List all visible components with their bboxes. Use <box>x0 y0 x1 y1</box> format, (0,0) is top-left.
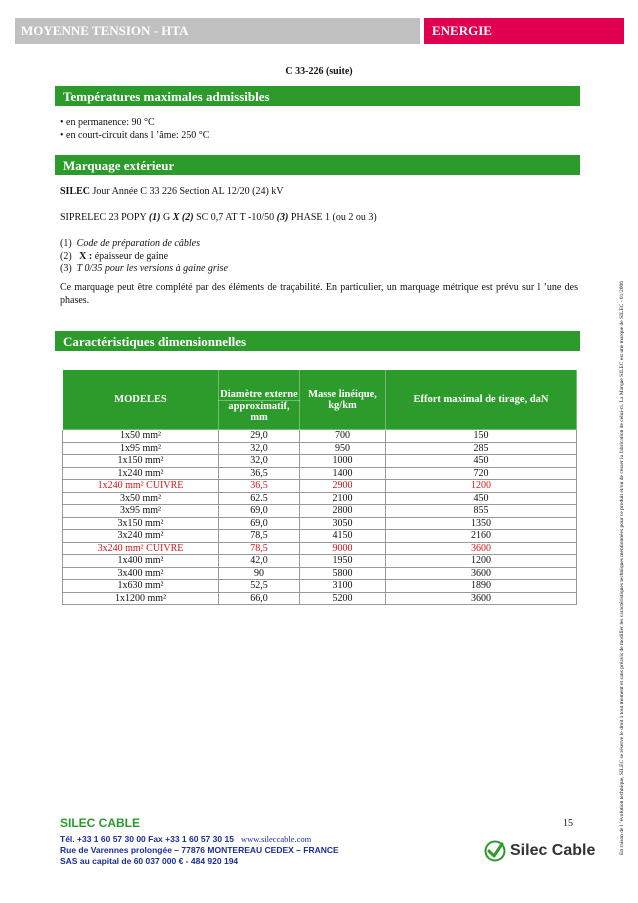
silec-cable-logo <box>484 840 595 862</box>
column-header-mass: Masse linéique, kg/km <box>300 370 386 430</box>
pull-force-cell: 3600 <box>386 542 577 555</box>
model-cell: 1x240 mm² CUIVRE <box>63 480 219 493</box>
mass-cell: 2900 <box>300 480 386 493</box>
mass-cell: 4150 <box>300 530 386 543</box>
diameter-cell: 62.5 <box>219 492 300 505</box>
mass-cell: 2100 <box>300 492 386 505</box>
header-right-banner <box>424 18 624 44</box>
section-title-dimensions: Caractéristiques dimensionnelles <box>55 331 580 351</box>
marking-paragraph: Ce marquage peut être complété par des éléments de traçabilité. En particulier, un marquage métrique est prévu sur l ’une des phases. <box>60 282 578 306</box>
model-cell: 1x240 mm² <box>63 467 219 480</box>
pull-force-cell: 855 <box>386 505 577 518</box>
diameter-cell: 29,0 <box>219 430 300 443</box>
mass-cell: 2800 <box>300 505 386 518</box>
diameter-cell: 32,0 <box>219 455 300 468</box>
side-disclaimer-text: En raison de l ’évolution technique, SILEC se réserve le droit à tout moment et sans préavis de modifier les caractéristiques techniques mentionnées pour ce produit et/ou de cesser la fabrication de celui-ci. La Marque SILEC est une marque de SILEC - 01/2006 <box>619 281 625 855</box>
diameter-cell: 90 <box>219 567 300 580</box>
side-disclaimer <box>607 155 625 855</box>
mass-cell: 3100 <box>300 580 386 593</box>
marking-note-ref: (3) <box>276 212 289 223</box>
header-left-banner <box>15 18 420 44</box>
column-header-diameter: Diamètre externe <box>219 370 300 401</box>
note-text: épaisseur de gaine <box>92 250 169 262</box>
model-cell: 1x630 mm² <box>63 580 219 593</box>
pull-force-cell: 285 <box>386 442 577 455</box>
table-row <box>63 517 577 530</box>
marking-part: SIPRELEC 23 POPY <box>60 212 149 223</box>
marking-note <box>60 238 228 251</box>
diameter-cell: 42,0 <box>219 555 300 568</box>
diameter-cell: 78,5 <box>219 530 300 543</box>
dimensions-table <box>62 369 577 605</box>
column-header-diameter-unit: approximatif, mm <box>219 401 300 430</box>
marking-part: SC 0,7 AT T -10/50 <box>193 212 277 223</box>
header-left-text: MOYENNE TENSION - HTA <box>21 23 189 38</box>
table-row <box>63 580 577 593</box>
table-row <box>63 430 577 443</box>
pull-force-cell: 3600 <box>386 592 577 605</box>
model-cell: 1x1200 mm² <box>63 592 219 605</box>
mass-cell: 9000 <box>300 542 386 555</box>
table-row <box>63 455 577 468</box>
model-cell: 1x400 mm² <box>63 555 219 568</box>
note-text: T 0/35 pour les versions à gaine grise <box>76 263 228 274</box>
diameter-cell: 69,0 <box>219 517 300 530</box>
table-row <box>63 567 577 580</box>
document-reference: C 33-226 (suite) <box>285 66 353 77</box>
table-row <box>63 555 577 568</box>
table-row <box>63 505 577 518</box>
mass-cell: 1000 <box>300 455 386 468</box>
diameter-cell: 32,0 <box>219 442 300 455</box>
pull-force-cell: 150 <box>386 430 577 443</box>
pull-force-cell: 3600 <box>386 567 577 580</box>
pull-force-cell: 1890 <box>386 580 577 593</box>
table-row <box>63 542 577 555</box>
footer-capital: SAS au capital de 60 037 000 € - 484 920 194 <box>60 856 239 866</box>
marking-notes <box>60 238 228 276</box>
marking-line-1 <box>60 186 284 199</box>
marking-part: PHASE 1 (ou 2 ou 3) <box>288 212 377 223</box>
diameter-cell: 66,0 <box>219 592 300 605</box>
footer-contact <box>60 834 311 844</box>
model-cell: 1x95 mm² <box>63 442 219 455</box>
pull-force-cell: 2160 <box>386 530 577 543</box>
section-title-temperatures: Températures maximales admissibles <box>55 86 580 106</box>
pull-force-cell: 450 <box>386 455 577 468</box>
table-row <box>63 592 577 605</box>
marking-brand: SILEC <box>60 186 91 197</box>
model-cell: 3x240 mm² <box>63 530 219 543</box>
mass-cell: 1400 <box>300 467 386 480</box>
logo-text: Silec Cable <box>510 842 596 859</box>
marking-note-ref: X (2) <box>172 212 194 223</box>
diameter-cell: 36,5 <box>219 467 300 480</box>
note-text: Code de préparation de câbles <box>76 238 200 249</box>
column-header-models: MODELES <box>63 370 219 430</box>
footer-address: Rue de Varennes prolongée – 77876 MONTEREAU CEDEX – FRANCE <box>60 845 339 855</box>
note-number: (1) <box>60 238 72 249</box>
model-cell: 3x240 mm² CUIVRE <box>63 542 219 555</box>
table-row <box>63 480 577 493</box>
table-row <box>63 530 577 543</box>
marking-note-ref: (1) <box>148 212 161 223</box>
note-key: X : <box>79 250 93 262</box>
note-number: (2) <box>60 250 72 262</box>
temperature-item: • en court-circuit dans l ’âme: 250 °C <box>60 129 210 141</box>
marking-part: G <box>160 212 173 223</box>
temperature-list <box>60 117 209 142</box>
pull-force-cell: 1200 <box>386 480 577 493</box>
pull-force-cell: 720 <box>386 467 577 480</box>
temperature-item: • en permanence: 90 °C <box>60 117 155 128</box>
model-cell: 3x50 mm² <box>63 492 219 505</box>
marking-note <box>60 263 228 276</box>
model-cell: 3x400 mm² <box>63 567 219 580</box>
diameter-cell: 78,5 <box>219 542 300 555</box>
pull-force-cell: 1200 <box>386 555 577 568</box>
table-row <box>63 442 577 455</box>
model-cell: 1x50 mm² <box>63 430 219 443</box>
model-cell: 3x150 mm² <box>63 517 219 530</box>
marking-line-2 <box>60 212 377 225</box>
footer-phone-fax: Tél. +33 1 60 57 30 00 Fax +33 1 60 57 30 15 <box>60 834 234 844</box>
mass-cell: 3050 <box>300 517 386 530</box>
footer-brand: SILEC CABLE <box>60 816 141 830</box>
model-cell: 1x150 mm² <box>63 455 219 468</box>
column-header-pull-force: Effort maximal de tirage, daN <box>386 370 577 430</box>
footer-url[interactable]: www.sileccable.com <box>241 834 312 844</box>
table-row <box>63 467 577 480</box>
model-cell: 3x95 mm² <box>63 505 219 518</box>
pull-force-cell: 1350 <box>386 517 577 530</box>
check-mark-icon <box>484 840 506 862</box>
mass-cell: 5800 <box>300 567 386 580</box>
diameter-cell: 36,5 <box>219 480 300 493</box>
note-number: (3) <box>60 263 72 274</box>
header-right-text: ENERGIE <box>432 23 492 38</box>
table-body <box>63 430 577 605</box>
diameter-cell: 52,5 <box>219 580 300 593</box>
mass-cell: 5200 <box>300 592 386 605</box>
page-number: 15 <box>563 818 573 829</box>
marking-line-1-text: Jour Année C 33 226 Section AL 12/20 (24) kV <box>90 186 284 197</box>
table-row <box>63 492 577 505</box>
mass-cell: 700 <box>300 430 386 443</box>
diameter-cell: 69,0 <box>219 505 300 518</box>
mass-cell: 950 <box>300 442 386 455</box>
mass-cell: 1950 <box>300 555 386 568</box>
section-title-marquage: Marquage extérieur <box>55 155 580 175</box>
pull-force-cell: 450 <box>386 492 577 505</box>
marking-note <box>60 251 228 264</box>
